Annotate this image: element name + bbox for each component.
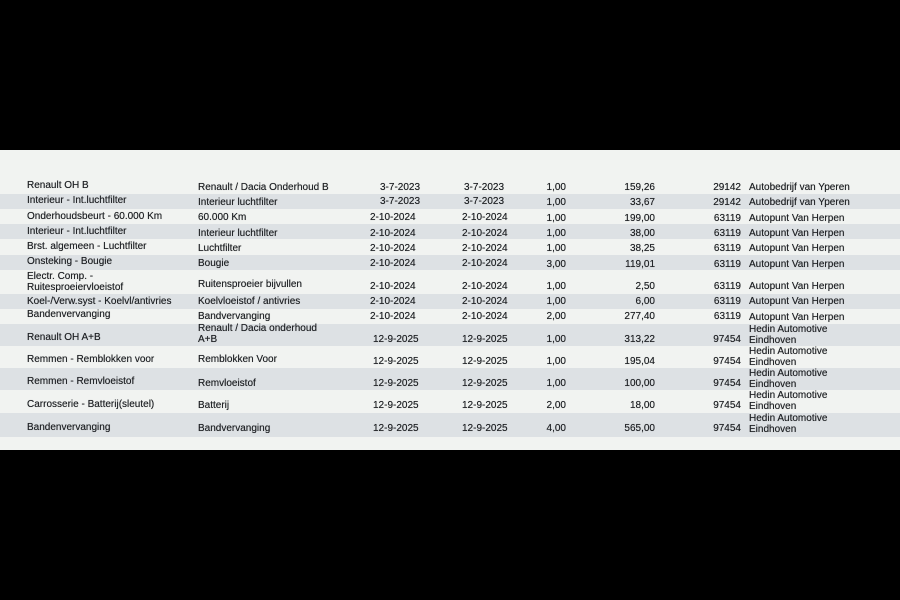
row-quantity: 3,00 <box>546 259 566 270</box>
row-date-start: 2-10-2024 <box>370 281 416 292</box>
row-date-start: 12-9-2025 <box>373 400 419 411</box>
row-detail: Bougie <box>198 258 230 269</box>
row-vendor-line1: Hedin Automotive <box>749 413 828 424</box>
row-quantity: 2,00 <box>546 311 566 322</box>
row-description: Interieur - Int.luchtfilter <box>27 195 127 206</box>
row-date-start: 12-9-2025 <box>373 423 419 434</box>
row-date-end: 2-10-2024 <box>462 228 508 239</box>
row-date-end: 3-7-2023 <box>464 182 505 193</box>
row-date-start: 12-9-2025 <box>373 334 419 345</box>
row-code: 63119 <box>713 311 741 322</box>
row-detail: 60.000 Km <box>198 212 247 223</box>
row-date-end: 2-10-2024 <box>462 296 508 307</box>
row-vendor-line2: Eindhoven <box>749 379 797 390</box>
row-amount: 18,00 <box>629 400 655 411</box>
row-code: 97454 <box>713 334 741 345</box>
row-date-start: 3-7-2023 <box>380 182 421 193</box>
row-quantity: 1,00 <box>546 197 566 208</box>
row-detail: Interieur luchtfilter <box>198 197 278 208</box>
row-quantity: 1,00 <box>546 228 566 239</box>
table-row <box>0 346 900 368</box>
row-description: Renault OH A+B <box>27 332 101 343</box>
row-date-end: 2-10-2024 <box>462 258 508 269</box>
table-row <box>0 294 900 309</box>
table-row <box>0 368 900 390</box>
row-vendor-line1: Hedin Automotive <box>749 368 828 379</box>
row-vendor <box>749 346 827 368</box>
row-quantity: 1,00 <box>546 213 566 224</box>
row-vendor-line2: Eindhoven <box>749 424 797 435</box>
row-description: Carrosserie - Batterij(sleutel) <box>27 399 155 410</box>
row-vendor <box>749 390 827 412</box>
row-quantity: 2,00 <box>546 400 566 411</box>
table-row <box>0 209 900 224</box>
row-description: Remmen - Remvloeistof <box>27 376 135 387</box>
row-amount: 159,26 <box>624 182 655 193</box>
row-description: Onsteking - Bougie <box>27 256 113 267</box>
row-detail: Ruitensproeier bijvullen <box>198 279 302 290</box>
row-quantity: 4,00 <box>546 423 566 434</box>
row-vendor-line2: Eindhoven <box>749 401 797 412</box>
table-row <box>0 255 900 270</box>
row-date-end: 2-10-2024 <box>462 243 508 254</box>
row-amount: 195,04 <box>624 356 655 367</box>
row-vendor-line2: Eindhoven <box>749 357 797 368</box>
row-description: Interieur - Int.luchtfilter <box>27 226 127 237</box>
row-description: Renault OH B <box>27 180 89 191</box>
row-description: Koel-/Verw.syst - Koelvl/antivries <box>27 296 172 307</box>
row-date-end: 12-9-2025 <box>462 356 508 367</box>
row-code: 63119 <box>713 243 741 254</box>
row-vendor-line2: Eindhoven <box>749 335 797 346</box>
table-row <box>0 390 900 413</box>
row-code: 29142 <box>713 197 741 208</box>
row-amount: 100,00 <box>624 378 655 389</box>
row-quantity: 1,00 <box>546 296 566 307</box>
row-detail <box>198 323 317 345</box>
row-amount: 6,00 <box>635 296 655 307</box>
row-date-start: 3-7-2023 <box>380 196 421 207</box>
table-row <box>0 194 900 209</box>
row-date-start: 12-9-2025 <box>373 378 419 389</box>
row-description-line1: Electr. Comp. - <box>27 271 94 282</box>
row-vendor: Autopunt Van Herpen <box>749 312 845 323</box>
row-date-start: 2-10-2024 <box>370 243 416 254</box>
row-description <box>27 271 123 293</box>
table-row <box>0 239 900 255</box>
row-date-start: 2-10-2024 <box>370 311 416 322</box>
row-vendor: Autopunt Van Herpen <box>749 243 845 254</box>
row-quantity: 1,00 <box>546 378 566 389</box>
row-detail: Remvloeistof <box>198 378 256 389</box>
row-description: Bandenvervanging <box>27 422 111 433</box>
row-vendor <box>749 368 827 390</box>
row-description: Bandenvervanging <box>27 309 111 320</box>
row-amount: 565,00 <box>624 423 655 434</box>
row-date-start: 12-9-2025 <box>373 356 419 367</box>
row-detail: Bandvervanging <box>198 311 271 322</box>
row-date-end: 2-10-2024 <box>462 212 508 223</box>
row-date-start: 2-10-2024 <box>370 258 416 269</box>
table-row <box>0 270 900 294</box>
row-vendor-line1: Hedin Automotive <box>749 324 828 335</box>
table-row <box>0 178 900 194</box>
row-amount: 2,50 <box>635 281 655 292</box>
row-quantity: 1,00 <box>546 356 566 367</box>
row-code: 97454 <box>713 378 741 389</box>
row-detail: Interieur luchtfilter <box>198 228 278 239</box>
row-detail: Remblokken Voor <box>198 354 277 365</box>
row-vendor <box>749 324 827 346</box>
row-description: Brst. algemeen - Luchtfilter <box>27 241 147 252</box>
row-date-end: 12-9-2025 <box>462 334 508 345</box>
row-vendor: Autopunt Van Herpen <box>749 259 845 270</box>
row-code: 97454 <box>713 423 741 434</box>
row-date-end: 12-9-2025 <box>462 378 508 389</box>
row-date-start: 2-10-2024 <box>370 228 416 239</box>
row-vendor: Autopunt Van Herpen <box>749 281 845 292</box>
row-code: 63119 <box>713 213 741 224</box>
row-amount: 199,00 <box>624 213 655 224</box>
row-description-line2: Ruitesproeiervloeistof <box>27 282 124 293</box>
row-code: 63119 <box>713 281 741 292</box>
row-date-end: 3-7-2023 <box>464 196 505 207</box>
table-row <box>0 324 900 346</box>
row-amount: 38,25 <box>629 243 655 254</box>
row-date-end: 2-10-2024 <box>462 281 508 292</box>
row-vendor-line1: Hedin Automotive <box>749 346 828 357</box>
row-detail: Batterij <box>198 400 230 411</box>
row-description: Onderhoudsbeurt - 60.000 Km <box>27 211 163 222</box>
row-amount: 119,01 <box>625 259 655 270</box>
row-detail: Luchtfilter <box>198 243 242 254</box>
row-date-start: 2-10-2024 <box>370 296 416 307</box>
table-row <box>0 309 900 324</box>
row-amount: 313,22 <box>624 334 655 345</box>
maintenance-history-document <box>0 150 900 450</box>
row-date-end: 12-9-2025 <box>462 423 508 434</box>
row-date-end: 12-9-2025 <box>462 400 508 411</box>
row-vendor: Autopunt Van Herpen <box>749 228 845 239</box>
row-detail: Renault / Dacia Onderhoud B <box>198 182 329 193</box>
row-detail-line1: Renault / Dacia onderhoud <box>198 323 317 334</box>
row-code: 97454 <box>713 356 741 367</box>
row-code: 63119 <box>713 296 741 307</box>
row-quantity: 1,00 <box>546 182 566 193</box>
row-vendor-line1: Hedin Automotive <box>749 390 828 401</box>
row-detail-line2: A+B <box>198 334 218 345</box>
row-code: 63119 <box>713 228 741 239</box>
row-quantity: 1,00 <box>546 281 566 292</box>
row-vendor: Autobedrijf van Yperen <box>749 182 850 193</box>
row-detail: Bandvervanging <box>198 423 271 434</box>
row-vendor <box>749 413 827 435</box>
row-vendor: Autopunt Van Herpen <box>749 213 845 224</box>
row-vendor: Autopunt Van Herpen <box>749 296 845 307</box>
row-amount: 33,67 <box>629 197 655 208</box>
row-amount: 38,00 <box>629 228 655 239</box>
row-detail: Koelvloeistof / antivries <box>198 296 301 307</box>
row-date-end: 2-10-2024 <box>462 311 508 322</box>
row-amount: 277,40 <box>624 311 655 322</box>
row-code: 63119 <box>713 259 741 270</box>
row-vendor: Autobedrijf van Yperen <box>749 197 850 208</box>
table-row <box>0 413 900 437</box>
row-code: 29142 <box>713 182 741 193</box>
row-quantity: 1,00 <box>546 334 566 345</box>
row-code: 97454 <box>713 400 741 411</box>
row-quantity: 1,00 <box>546 243 566 254</box>
row-date-start: 2-10-2024 <box>370 212 416 223</box>
table-row <box>0 224 900 239</box>
row-description: Remmen - Remblokken voor <box>27 354 155 365</box>
